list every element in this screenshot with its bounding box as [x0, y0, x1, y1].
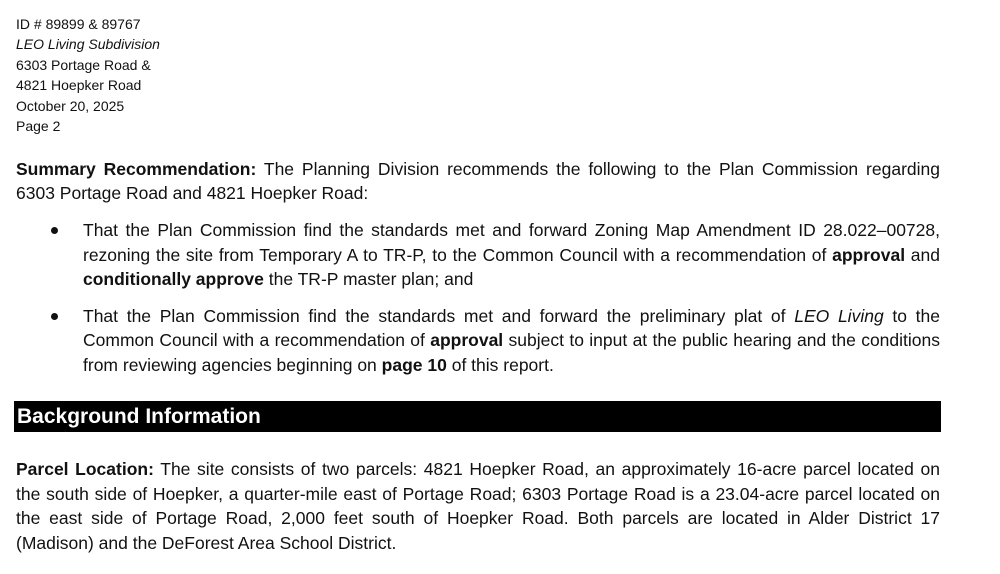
parcel-location: [16, 457, 940, 555]
bullet-text: of this report.: [446, 354, 554, 375]
bullet-text: to the Common Council with a recommendation of: [83, 305, 941, 350]
bullet-bold-text: page 10: [381, 354, 447, 375]
list-item: [16, 304, 940, 378]
bullet-text: the TR-P master plan; and: [263, 269, 474, 289]
summary-text: The Planning Division recommends the following to the Plan Commission regarding 6303 Portage Road and 4821 Hoepker Road:: [16, 159, 940, 203]
bullet-text: That the Plan Commission find the standards met and forward Zoning Map Amendment ID 28.022–00728, rezoning the site from Temporary A to TR-P, to the Common Council with a recommendation of: [83, 220, 940, 265]
parcel-text: The site consists of two parcels: 4821 Hoepker Road, an approximately 16-acre parcel located on the south side of Hoepker, a quarter-mile east of Portage Road; 6303 Portage Road is a 23.04-acre parcel located on the east side of Portage Road, 2,000 feet south of Hoepker Road. Both parcels are located in Alder District 17 (Madison) and the DeForest Area School District.: [16, 459, 940, 553]
page-number: Page 2: [16, 118, 61, 135]
id-line: ID # 89899 & 89767: [16, 16, 141, 32]
bullet-text: That the Plan Commission find the standards met and forward the preliminary plat of: [83, 305, 795, 326]
address-line-2: 4821 Hoepker Road: [16, 77, 142, 94]
document-header: [16, 14, 160, 136]
bullet-text: subject to input at the public hearing and the conditions from reviewing agencies beginning on: [83, 330, 940, 375]
bullet-bold-text: approval: [430, 330, 504, 350]
address-line-1: 6303 Portage Road &: [16, 56, 151, 73]
bullet-bold-text: approval: [832, 244, 906, 265]
section-heading: Background Information: [14, 401, 941, 432]
bullet-bold-text: conditionally approve: [83, 269, 264, 289]
bullet-text: and: [905, 244, 940, 265]
bullet-italic-text: LEO Living: [794, 305, 884, 326]
recommendation-list: [16, 218, 940, 389]
subdivision-name: LEO Living Subdivision: [16, 36, 160, 53]
parcel-label: Parcel Location:: [16, 459, 154, 479]
list-item: [16, 218, 940, 292]
bullet-icon: [51, 313, 58, 320]
summary-recommendation: [16, 157, 940, 205]
summary-label: Summary Recommendation:: [16, 159, 257, 179]
bullet-icon: [51, 227, 58, 234]
report-date: October 20, 2025: [16, 97, 125, 114]
